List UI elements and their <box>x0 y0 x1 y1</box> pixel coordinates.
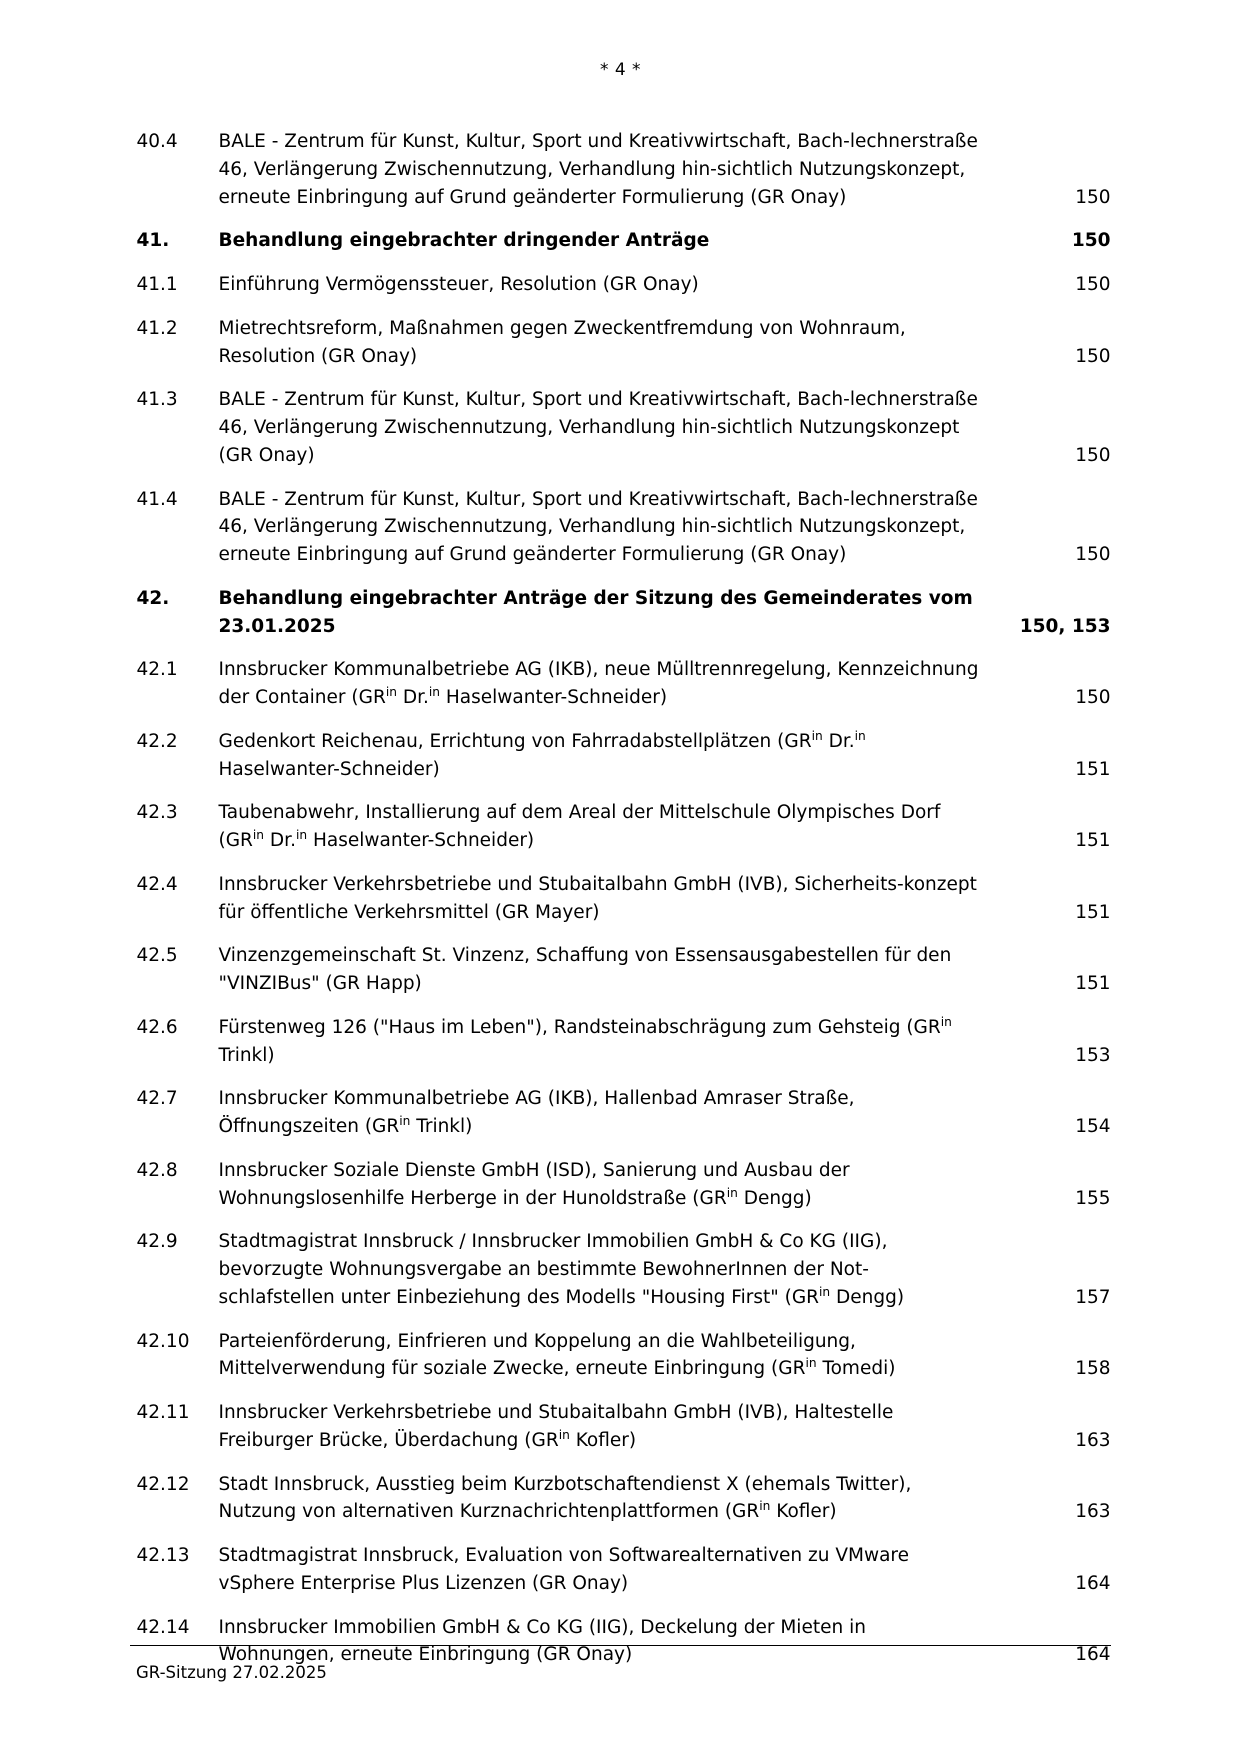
toc-entry-number: 42.11 <box>136 1402 190 1423</box>
toc-entry-number: 41.2 <box>136 317 178 339</box>
toc-entry-page: 153 <box>1075 1044 1111 1066</box>
toc-entry-number: 41.4 <box>136 488 178 510</box>
toc-entry-title: Innsbrucker Verkehrsbetriebe und Stubaitalbahn GmbH (IVB), Sicherheits-konzept für öffentliche Verkehrsmittel (GR Mayer) <box>218 873 977 923</box>
toc-entry[interactable] <box>131 315 1111 371</box>
toc-entry-title: Innsbrucker Kommunalbetriebe AG (IKB), neue Mülltrennregelung, Kennzeichnung der Container ($GR^{in}$ Dr.$^{in}$ Haselwanter-Schneider) <box>218 659 979 708</box>
toc-entry-number: 42.14 <box>136 1616 190 1638</box>
toc-entry-page: 151 <box>1075 758 1111 780</box>
toc-entry-page: 151 <box>1075 901 1111 923</box>
toc-entry-number: 42.9 <box>136 1231 178 1253</box>
toc-entry-title: Innsbrucker Verkehrsbetriebe und Stubaitalbahn GmbH (IVB), Haltestelle Freiburger Brücke, Überdachung ($GR^{in}$ Kofler) <box>218 1402 894 1451</box>
toc-entry[interactable] <box>131 1085 1111 1141</box>
toc-entry-number: 42.13 <box>136 1545 190 1566</box>
toc-entry-page: 157 <box>1075 1286 1111 1308</box>
toc-entry-page: 163 <box>1075 1429 1111 1451</box>
toc-entry-page: 150 <box>1075 544 1111 565</box>
toc-entry-number: 41.3 <box>136 389 178 411</box>
toc-entry-page: 150 <box>1075 345 1111 367</box>
toc-entry-number: 42.3 <box>136 802 178 824</box>
toc-entry-number: 40.4 <box>136 131 178 152</box>
footer-text: GR-Sitzung 27.02.2025 <box>136 1663 327 1682</box>
toc-entry-number: 41.1 <box>136 274 178 295</box>
toc-entry-title: Stadt Innsbruck, Ausstieg beim Kurzbotschaftendienst X (ehemals Twitter), Nutzung von alternativen Kurznachrichtenplattformen ($GR^{in}$ Kofler) <box>218 1473 912 1523</box>
toc-entry-number: 42.2 <box>136 730 178 752</box>
toc-entry[interactable] <box>131 585 1111 641</box>
toc-entry-title: Innsbrucker Kommunalbetriebe AG (IKB), Hallenbad Amraser Straße, Öffnungszeiten ($GR^{in}$ Trinkl) <box>218 1088 855 1137</box>
toc-entry-title: Behandlung eingebrachter Anträge der Sitzung des Gemeinderates vom 23.01.2025 <box>218 587 973 637</box>
toc-entry-number: 42.12 <box>136 1473 190 1495</box>
toc-entry-number: 42. <box>136 587 170 609</box>
toc-entry-number: 42.5 <box>136 945 178 967</box>
toc-entry-page: 164 <box>1075 1644 1111 1666</box>
toc-list <box>131 80 1111 1669</box>
toc-entry-number: 42.4 <box>136 873 178 895</box>
toc-entry-page: 151 <box>1075 973 1111 994</box>
toc-entry-title: Fürstenweg 126 ("Haus im Leben"), Randsteinabschrägung zum Gehsteig ($GR^{in}$ Trinkl) <box>218 1014 952 1066</box>
toc-entry-title: Taubenabwehr, Installierung auf dem Areal der Mittelschule Olympisches Dorf ($GR^{in}$ Dr.$^{in}$ Haselwanter-Schneider) <box>218 802 941 851</box>
toc-entry[interactable] <box>131 1228 1111 1311</box>
toc-entry-title: Behandlung eingebrachter dringender Anträge <box>218 230 710 252</box>
toc-entry-title: BALE - Zentrum für Kunst, Kultur, Sport und Kreativwirtschaft, Bach-lechnerstraße 46, Verlängerung Zwischennutzung, Verhandlung hin-sichtlich Nutzungskonzept, erneute Einbringung auf Grund geänderter Formulierung (GR Onay) <box>218 131 978 208</box>
toc-entry[interactable] <box>131 227 1111 255</box>
toc-entry-number: 42.7 <box>136 1088 178 1110</box>
toc-entry-page: 150 <box>1075 186 1111 208</box>
toc-entry-page: 150, 153 <box>1019 615 1111 637</box>
toc-entry-title: Mietrechtsreform, Maßnahmen gegen Zweckentfremdung von Wohnraum, Resolution (GR Onay) <box>218 317 906 367</box>
toc-entry-page: 150 <box>1075 444 1111 466</box>
toc-entry-title: BALE - Zentrum für Kunst, Kultur, Sport und Kreativwirtschaft, Bach-lechnerstraße 46, Verlängerung Zwischennutzung, Verhandlung hin-sichtlich Nutzungskonzept, erneute Einbringung auf Grund geänderter Formulierung (GR Onay) <box>218 488 978 565</box>
toc-entry[interactable] <box>131 128 1111 211</box>
toc-entry-title: Einführung Vermögenssteuer, Resolution (GR Onay) <box>218 274 699 295</box>
toc-entry-page: 163 <box>1075 1501 1111 1523</box>
toc-entry-title: Gedenkort Reichenau, Errichtung von Fahrradabstellplätzen ($GR^{in}$ Dr.$^{in}$ Haselwanter-Schneider) <box>218 728 866 780</box>
toc-entry[interactable] <box>131 1157 1111 1213</box>
toc-entry-page: 155 <box>1075 1187 1111 1209</box>
toc-entry-number: 42.6 <box>136 1016 178 1038</box>
toc-entry[interactable] <box>131 1471 1111 1527</box>
toc-entry-number: 42.1 <box>136 659 178 681</box>
toc-entry[interactable] <box>131 1542 1111 1598</box>
toc-entry[interactable] <box>131 871 1111 927</box>
toc-entry-page: 151 <box>1075 830 1111 851</box>
toc-entry[interactable] <box>131 942 1111 998</box>
toc-entry[interactable] <box>131 486 1111 569</box>
toc-entry-page: 150 <box>1071 230 1111 252</box>
toc-entry-page: 158 <box>1075 1358 1111 1380</box>
toc-entry-page: 154 <box>1075 1116 1111 1137</box>
toc-entry[interactable] <box>131 1014 1111 1070</box>
toc-entry-title: Parteienförderung, Einfrieren und Koppelung an die Wahlbeteiligung, Mittelverwendung für soziale Zwecke, erneute Einbringung ($GR^{in}$ Tomedi) <box>218 1330 896 1380</box>
toc-entry-number: 42.8 <box>136 1159 178 1181</box>
toc-entry-title: BALE - Zentrum für Kunst, Kultur, Sport und Kreativwirtschaft, Bach-lechnerstraße 46, Verlängerung Zwischennutzung, Verhandlung hin-sichtlich Nutzungskonzept (GR Onay) <box>218 389 978 466</box>
toc-entry[interactable] <box>131 1614 1111 1670</box>
toc-entry[interactable] <box>131 1399 1111 1455</box>
toc-entry[interactable] <box>131 271 1111 299</box>
toc-entry-title: Vinzenzgemeinschaft St. Vinzenz, Schaffung von Essensausgabestellen für den "VINZIBus" (GR Happ) <box>218 945 952 994</box>
toc-entry[interactable] <box>131 728 1111 784</box>
toc-entry-page: 150 <box>1075 274 1111 295</box>
toc-entry-page: 150 <box>1075 687 1111 708</box>
toc-entry-title: Stadtmagistrat Innsbruck, Evaluation von Softwarealternativen zu VMware vSphere Enterprise Plus Lizenzen (GR Onay) <box>218 1545 909 1594</box>
toc-entry[interactable] <box>131 799 1111 855</box>
toc-entry-page: 164 <box>1075 1572 1111 1594</box>
toc-entry-title: Innsbrucker Soziale Dienste GmbH (ISD), Sanierung und Ausbau der Wohnungslosenhilfe Herberge in der Hunoldstraße ($GR^{in}$ Dengg) <box>218 1159 850 1209</box>
toc-entry[interactable] <box>131 656 1111 712</box>
toc-entry[interactable] <box>131 1328 1111 1384</box>
footer-divider <box>130 1645 1111 1646</box>
page-marker: * 4 * <box>599 60 642 80</box>
toc-entry-title: Innsbrucker Immobilien GmbH & Co KG (IIG), Deckelung der Mieten in Wohnungen, erneute Einbringung (GR Onay) <box>218 1616 866 1666</box>
toc-entry[interactable] <box>131 386 1111 469</box>
toc-entry-title: Stadtmagistrat Innsbruck / Innsbrucker Immobilien GmbH & Co KG (IIG), bevorzugte Wohnungsvergabe an bestimmte BewohnerInnen der Not-schlafstellen unter Einbeziehung des Modells "Housing First" ($GR^{in}$ Dengg) <box>218 1231 905 1308</box>
toc-entry-number: 42.10 <box>136 1330 190 1352</box>
toc-entry-number: 41. <box>136 230 170 252</box>
